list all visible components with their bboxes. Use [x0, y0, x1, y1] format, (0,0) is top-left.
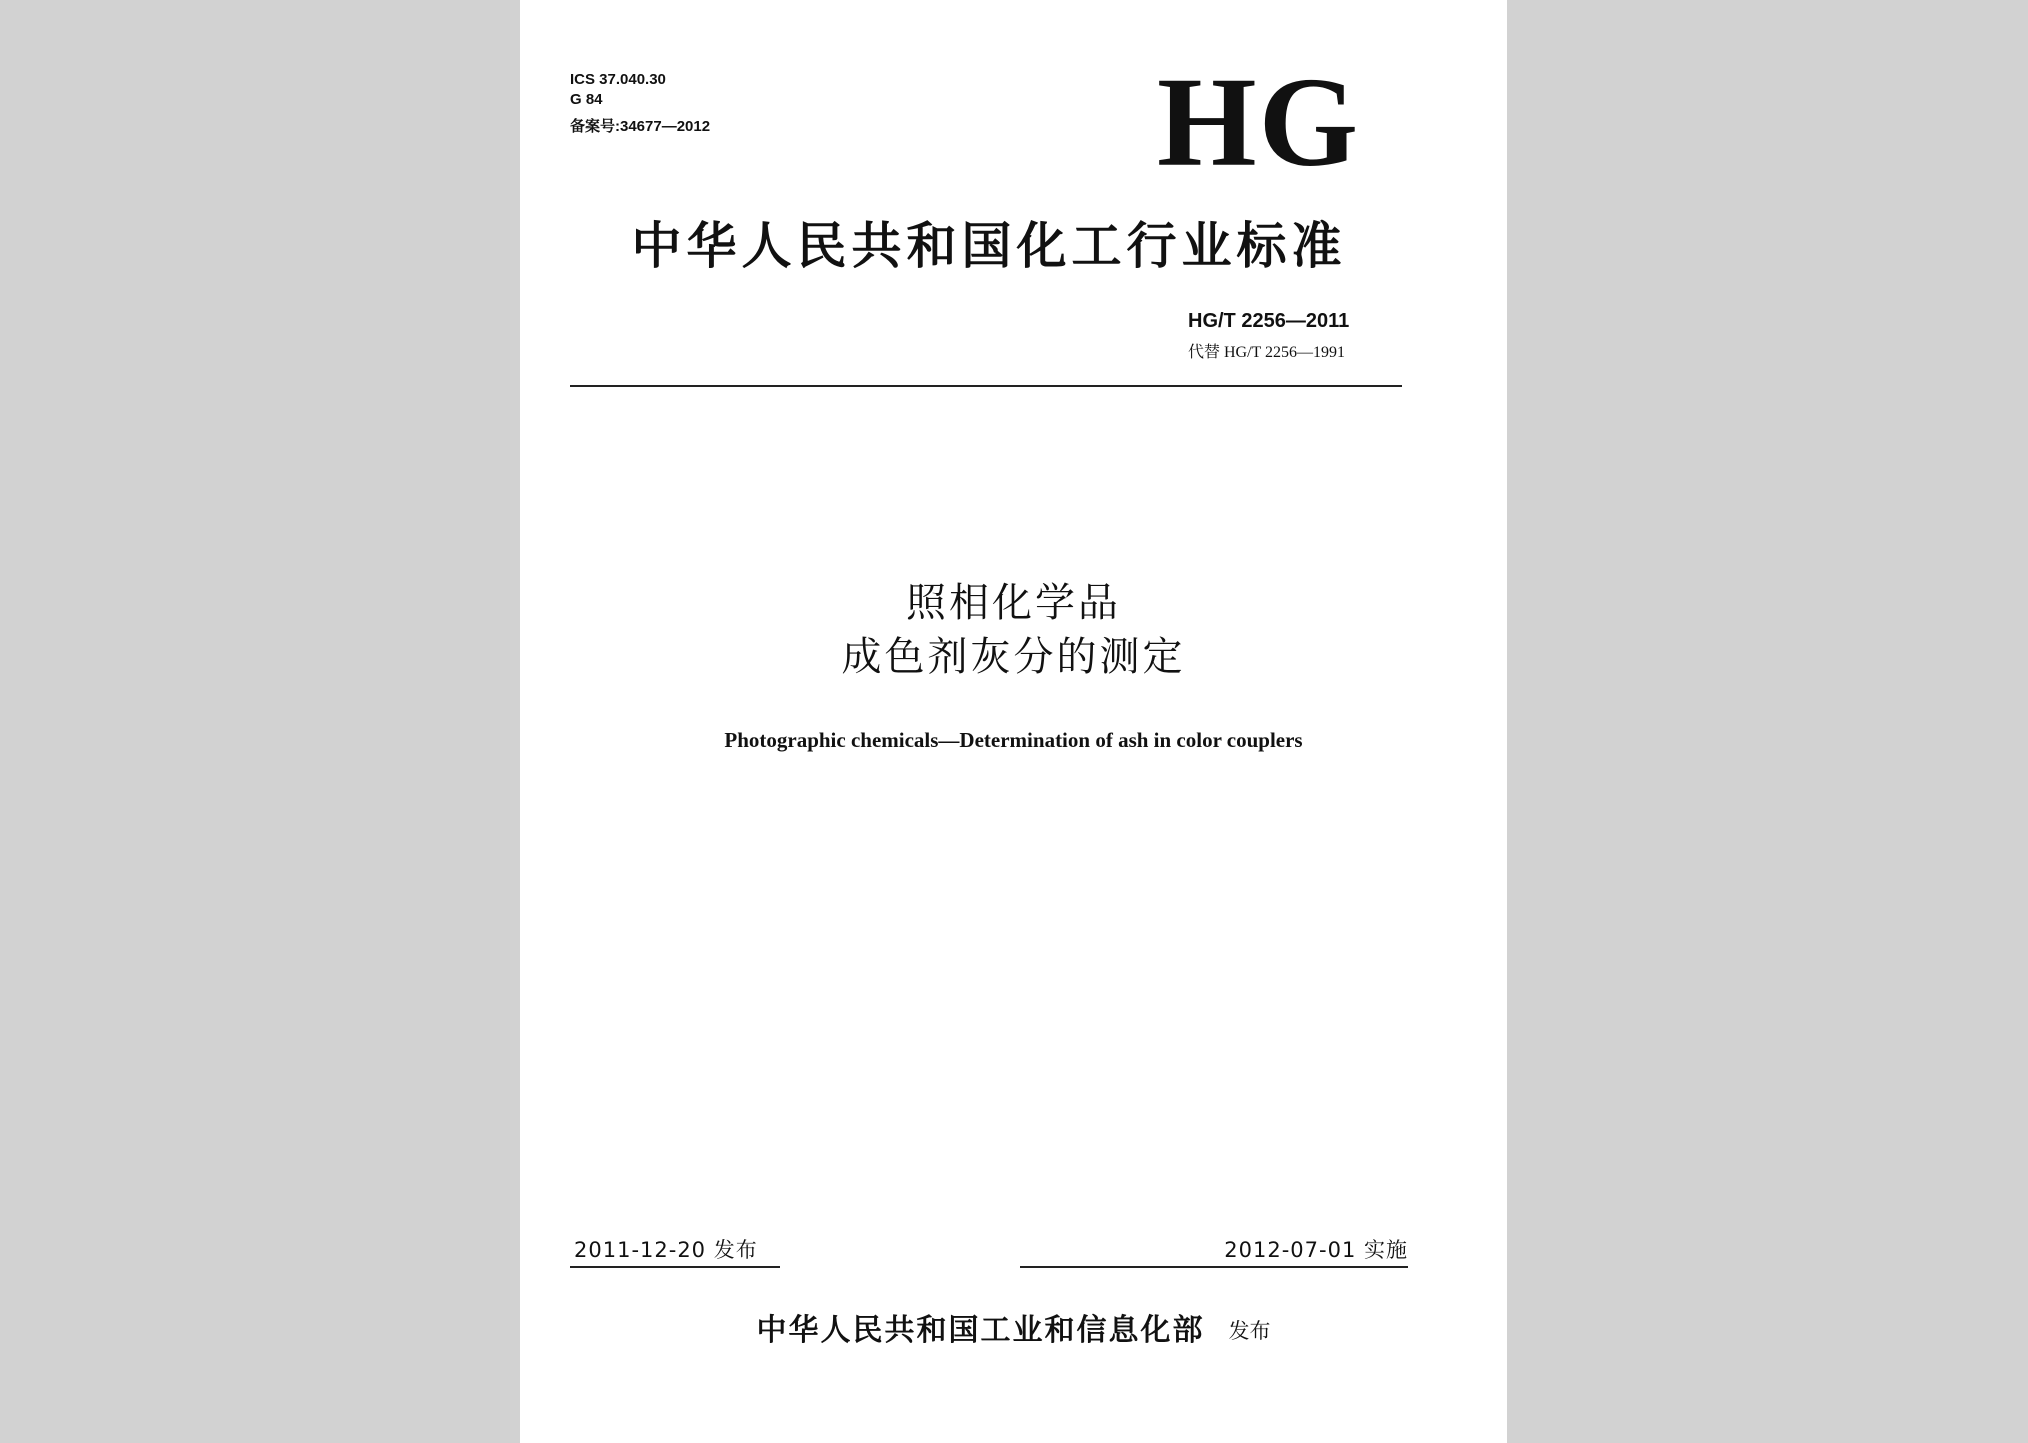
- replaces-standard: 代替 HG/T 2256—1991: [1188, 344, 1346, 361]
- standard-number: HG/T 2256—2011: [1188, 310, 1350, 332]
- ics-code: ICS 37.040.30: [570, 71, 666, 88]
- document-page: [520, 0, 1507, 1443]
- publisher-name: 中华人民共和国工业和信息化部: [756, 1313, 1205, 1348]
- header-divider: [570, 385, 1402, 387]
- ccs-code: G 84: [570, 91, 603, 108]
- title-zh-line2: 成色剂灰分的测定: [841, 634, 1186, 680]
- footer-divider-left: [570, 1266, 780, 1268]
- implementation-date: 2012-07-01 实施: [1224, 1238, 1408, 1262]
- footer-divider-right: [1020, 1266, 1408, 1268]
- issue-date: 2011-12-20 发布: [574, 1238, 758, 1262]
- standard-type-title: 中华人民共和国化工行业标准: [631, 216, 1347, 275]
- publisher-action: 发布: [1228, 1319, 1271, 1343]
- hg-logo: HG: [1157, 51, 1361, 193]
- title-zh-line1: 照相化学品: [906, 580, 1121, 626]
- title-en: Photographic chemicals—Determination of ash in color couplers: [724, 728, 1303, 752]
- record-number: 备案号:34677—2012: [570, 118, 711, 135]
- publisher-line: [520, 1311, 1507, 1351]
